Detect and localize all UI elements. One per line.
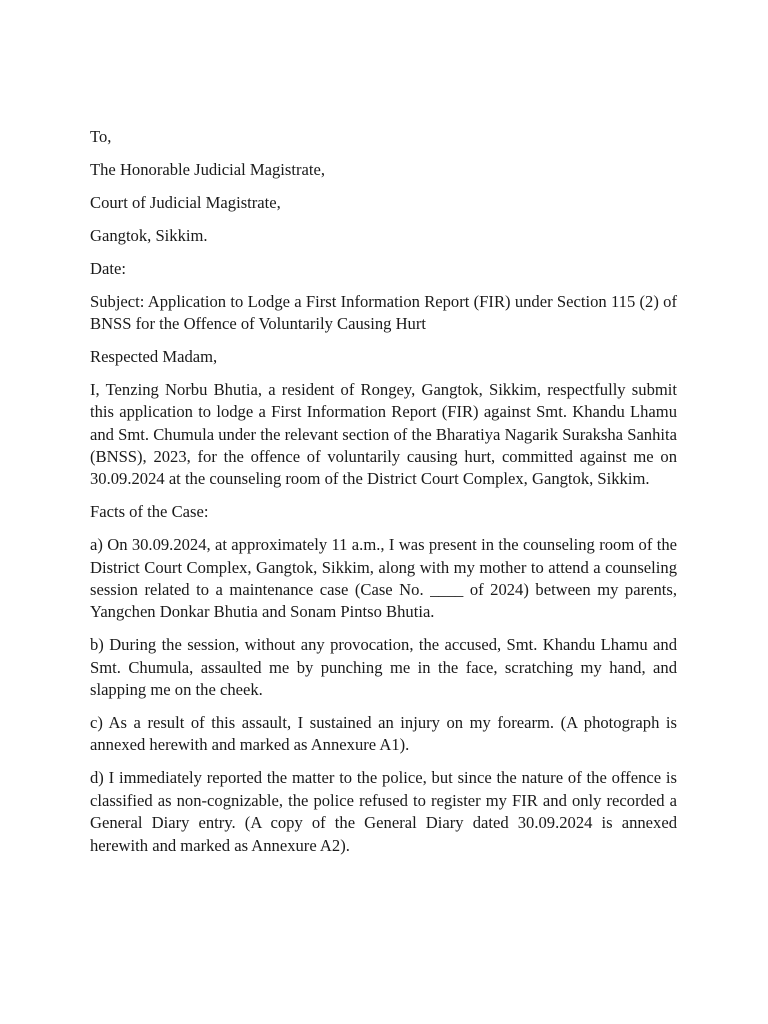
letter-page — [90, 126, 677, 867]
fact-item-d: d) I immediately reported the matter to the police, but since the nature of the offence is classified as non-cognizable, the police refused to register my FIR and only recorded a General Diary entry. (A copy of the General Diary dated 30.09.2024 is annexed herewith and marked as Annexure A2). — [90, 768, 677, 855]
facts-heading: Facts of the Case: — [90, 502, 209, 522]
addressee-court: Court of Judicial Magistrate, — [90, 192, 281, 212]
fact-item-b: b) During the session, without any provocation, the accused, Smt. Khandu Lhamu and Smt. Chumula, assaulted me by punching me in the face, scratching my hand, and slapping me on the cheek. — [90, 635, 677, 700]
date-label: Date: — [90, 258, 126, 278]
salutation-to: To, — [90, 127, 112, 146]
intro-paragraph: I, Tenzing Norbu Bhutia, a resident of Rongey, Gangtok, Sikkim, respectfully submit this application to lodge a First Information Report (FIR) against Smt. Khandu Lhamu and Smt. Chumula under the relevant section of the Bharatiya Nagarik Suraksha Sanhita (BNSS), 2023, for the offence of voluntarily causing hurt, committed against me on 30.09.2024 at the counseling room of the District Court Complex, Gangtok, Sikkim. — [90, 379, 677, 489]
fact-item-c: c) As a result of this assault, I sustained an injury on my forearm. (A photograph is annexed herewith and marked as Annexure A1). — [90, 713, 677, 755]
greeting: Respected Madam, — [90, 346, 218, 366]
addressee-title: The Honorable Judicial Magistrate, — [90, 159, 326, 179]
addressee-location: Gangtok, Sikkim. — [90, 225, 208, 245]
fact-item-a: a) On 30.09.2024, at approximately 11 a.m., I was present in the counseling room of the District Court Complex, Gangtok, Sikkim, along with my mother to attend a counseling session related to a maintenance case (Case No. ____ of 2024) between my parents, Yangchen Donkar Bhutia and Sonam Pintso Bhutia. — [90, 535, 677, 622]
subject-line: Subject: Application to Lodge a First Information Report (FIR) under Section 115 (2) of BNSS for the Offence of Voluntarily Causing Hurt — [90, 291, 677, 333]
